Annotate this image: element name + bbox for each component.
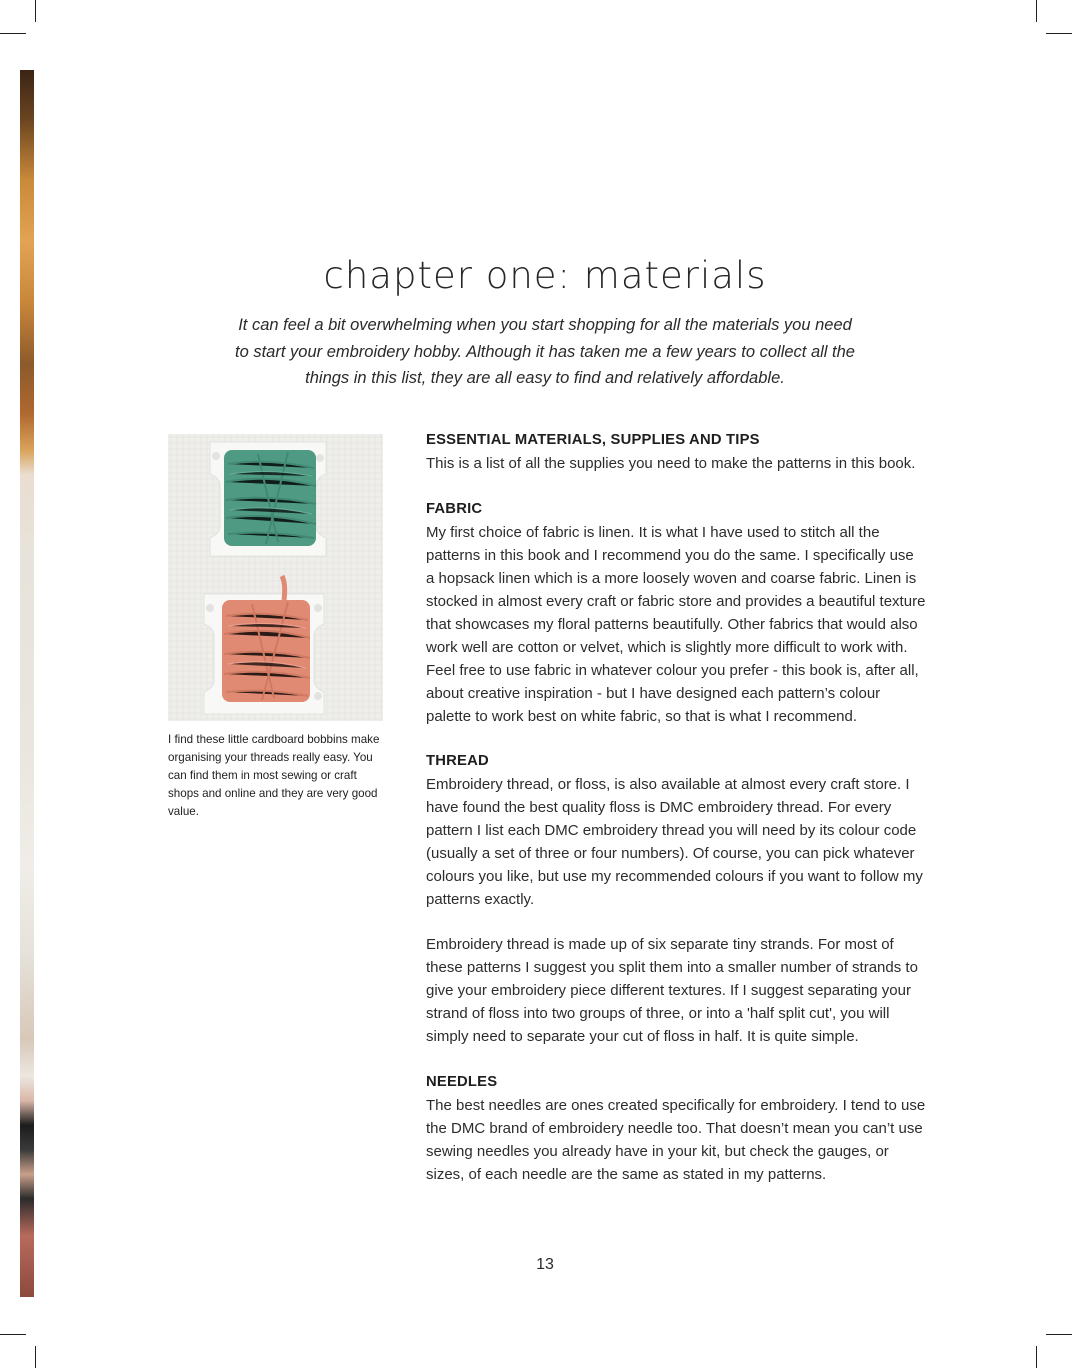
crop-mark bbox=[1036, 0, 1037, 22]
section-needles bbox=[426, 1071, 926, 1186]
green-thread-bobbin bbox=[210, 442, 326, 556]
section-paragraph: My first choice of fabric is linen. It is what I have used to stitch all the patterns in this book and I recommend you do the same. I specifically use a hopsack linen which is a more loosely woven and coarse fabric. Linen is stocked in almost every craft or fabric store and provides a beautiful texture that showcases my floral patterns beautifully. Other fabrics that would also work well are cotton or velvet, which is slightly more difficult to work with. Feel free to use fabric in whatever colour you prefer - this book is, after all, about creative inspiration - but I have designed each pattern’s colour palette to work best on white fabric, so that is what I recommend. bbox=[426, 524, 926, 725]
section-paragraph: Embroidery thread, or floss, is also available at almost every craft store. I have found the best quality floss is DMC embroidery thread. For every pattern I list each DMC embroidery thread you will need by its colour code (usually a set of three or four numbers). Of course, you can pick whatever colours you like, but use my recommended colours if you want to follow my patterns exactly. bbox=[426, 776, 923, 908]
crop-mark bbox=[1046, 33, 1072, 34]
chapter-title: chapter one: materials bbox=[323, 254, 767, 297]
crop-mark bbox=[0, 1334, 26, 1335]
section-paragraph: The best needles are ones created specifically for embroidery. I tend to use the DMC brand of embroidery needle too. That doesn’t mean you can’t use sewing needles you already have in your kit, but check the gauges, or sizes, of each needle are the same as stated in my patterns. bbox=[426, 1097, 926, 1183]
crop-mark bbox=[35, 1346, 36, 1368]
photo-caption: I find these little cardboard bobbins make organising your threads really easy. You can find them in most sewing or craft shops and online and they are very good value. bbox=[168, 733, 380, 818]
crop-mark bbox=[1036, 1346, 1037, 1368]
chapter-intro: It can feel a bit overwhelming when you start shopping for all the materials you need to start your embroidery hobby. Although it has taken me a few years to collect all the things in this list, they are all easy to find and relatively affordable. bbox=[235, 316, 855, 387]
section-heading: THREAD bbox=[426, 753, 489, 769]
section-thread bbox=[426, 750, 926, 1048]
crop-mark bbox=[35, 0, 36, 22]
crop-mark bbox=[1046, 1334, 1072, 1335]
thread-bobbins-photo bbox=[168, 434, 383, 721]
section-heading: ESSENTIAL MATERIALS, SUPPLIES AND TIPS bbox=[426, 432, 760, 448]
section-fabric bbox=[426, 498, 926, 728]
crop-mark bbox=[0, 33, 26, 34]
section-essential bbox=[426, 429, 926, 475]
pink-thread-bobbin bbox=[204, 576, 324, 714]
section-heading: FABRIC bbox=[426, 501, 483, 517]
section-paragraph: Embroidery thread is made up of six separate tiny strands. For most of these patterns I suggest you split them into a smaller number of strands to give your embroidery piece different textures. If I suggest separating your strand of floss into two groups of three, or into a 'half split cut', you will simply need to separate your cut of floss in half. It is quite simple. bbox=[426, 936, 918, 1045]
page-number: 13 bbox=[536, 1256, 554, 1273]
section-paragraph: This is a list of all the supplies you need to make the patterns in this book. bbox=[426, 455, 916, 472]
section-heading: NEEDLES bbox=[426, 1074, 498, 1090]
